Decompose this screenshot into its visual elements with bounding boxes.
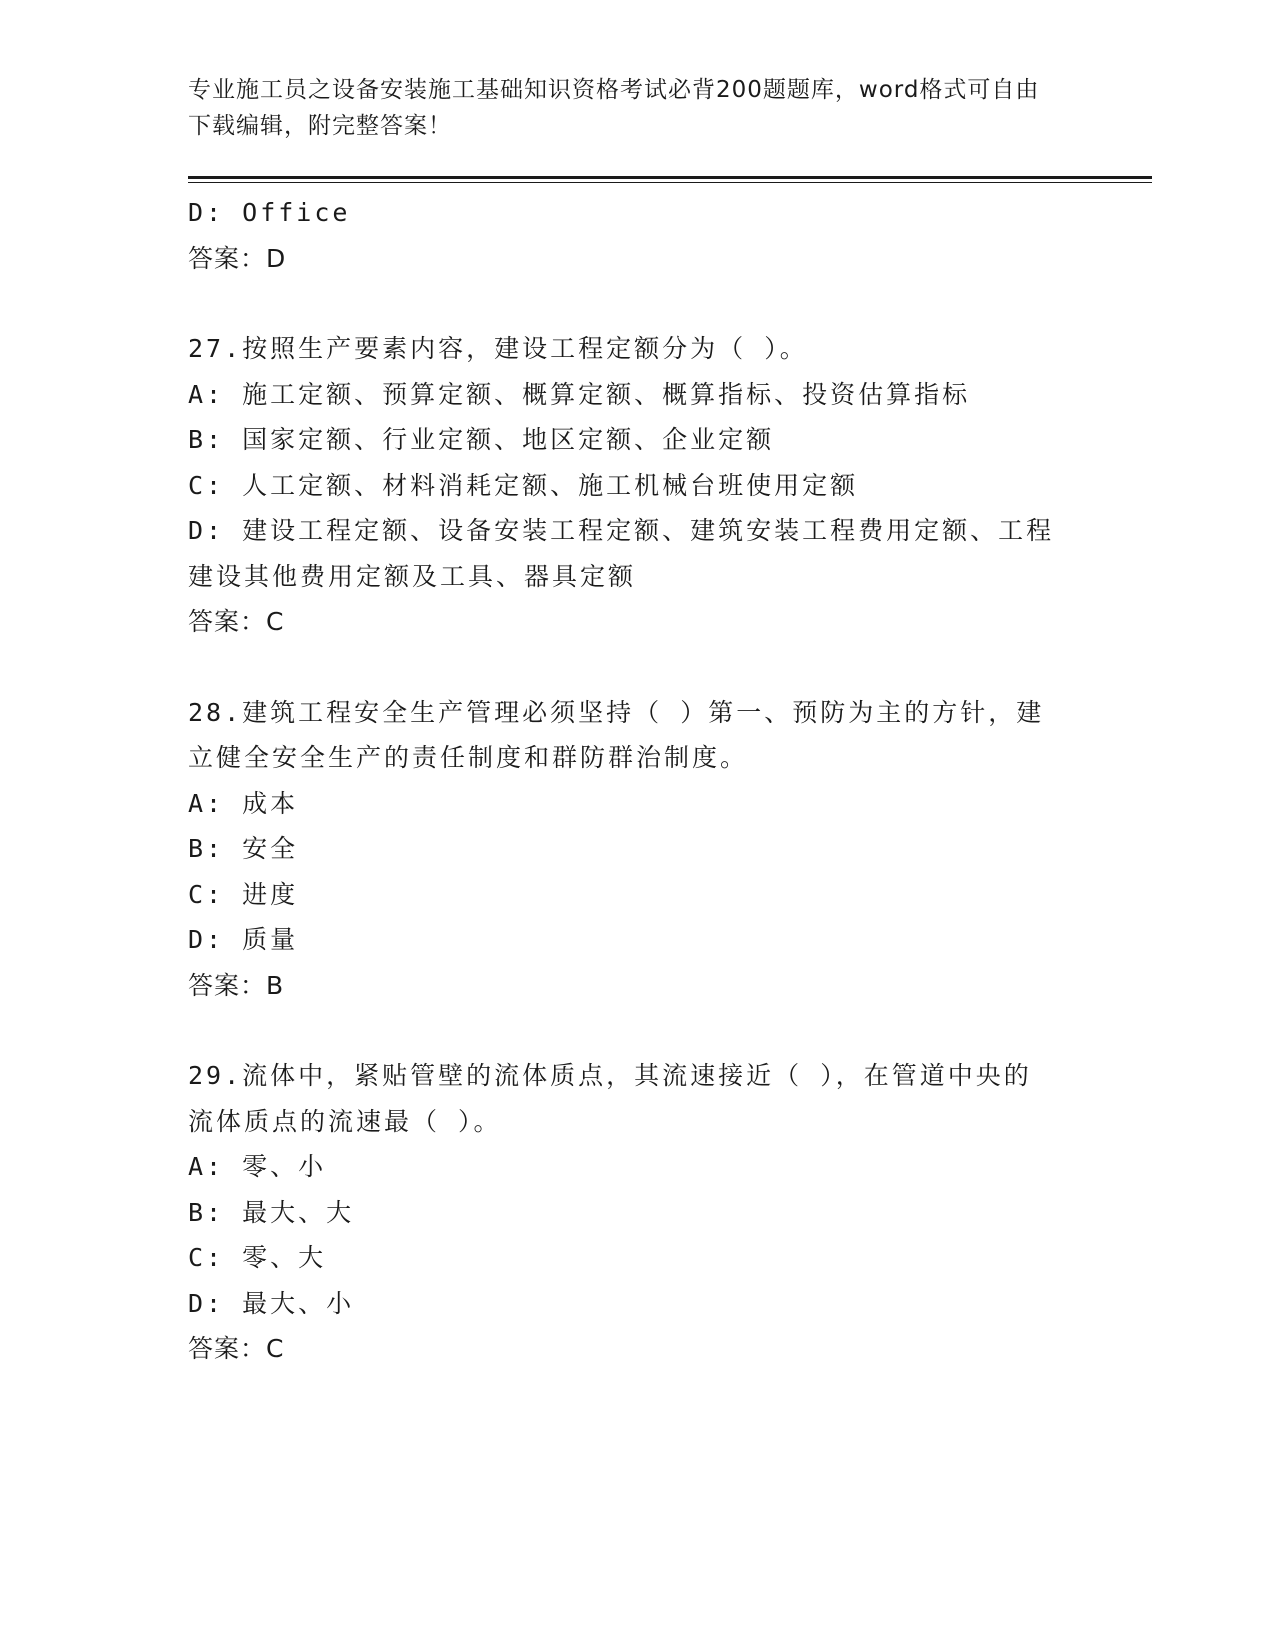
answer: 答案：C [188,607,285,636]
option-a: A: 成本 [188,788,299,818]
option-d: D: 质量 [188,925,299,954]
spacer [188,1008,1088,1053]
question-stem-continued: 流体质点的流速最（ ）。 [188,1106,502,1136]
header-divider-thick [188,176,1152,179]
option-d: D: 建设工程定额、设备安装工程定额、建筑安装工程费用定额、工程 [188,516,1055,545]
question-stem-continued: 立健全安全生产的责任制度和群防群治制度。 [188,743,749,772]
header-line-1: 专业施工员之设备安装施工基础知识资格考试必背200题题库，word格式可自由 [188,77,1040,103]
option-d-continued: 建设其他费用定额及工具、器具定额 [188,561,637,591]
option-b: B: 安全 [188,834,299,863]
spacer [188,645,1088,690]
spacer [188,281,1088,326]
answer: 答案：C [188,1334,285,1363]
option-a: A: 施工定额、预算定额、概算定额、概算指标、投资估算指标 [188,379,971,409]
question-stem: 27.按照生产要素内容，建设工程定额分为（ ）。 [188,334,808,363]
option-a: A: 零、小 [188,1152,327,1181]
question-stem: 29.流体中，紧贴管壁的流体质点，其流速接近（ ），在管道中央的 [188,1061,1032,1090]
header-divider-thin [188,182,1152,183]
document-header [188,72,1078,144]
question-28 [188,690,1088,1009]
option-b: B: 最大、大 [188,1197,355,1227]
prev-option-d: D: Office [188,198,351,227]
option-d: D: 最大、小 [188,1288,355,1318]
question-stem: 28.建筑工程安全生产管理必须坚持（ ）第一、预防为主的方针，建 [188,697,1045,727]
option-c: C: 零、大 [188,1243,327,1272]
prev-answer: 答案：D [188,243,287,273]
question-content [188,190,1088,1372]
option-b: B: 国家定额、行业定额、地区定额、企业定额 [188,425,775,454]
header-line-2: 下载编辑，附完整答案！ [188,113,452,139]
question-29 [188,1053,1088,1372]
option-c: C: 人工定额、材料消耗定额、施工机械台班使用定额 [188,470,859,500]
question-27 [188,326,1088,645]
option-c: C: 进度 [188,879,299,909]
answer: 答案：B [188,970,285,1000]
